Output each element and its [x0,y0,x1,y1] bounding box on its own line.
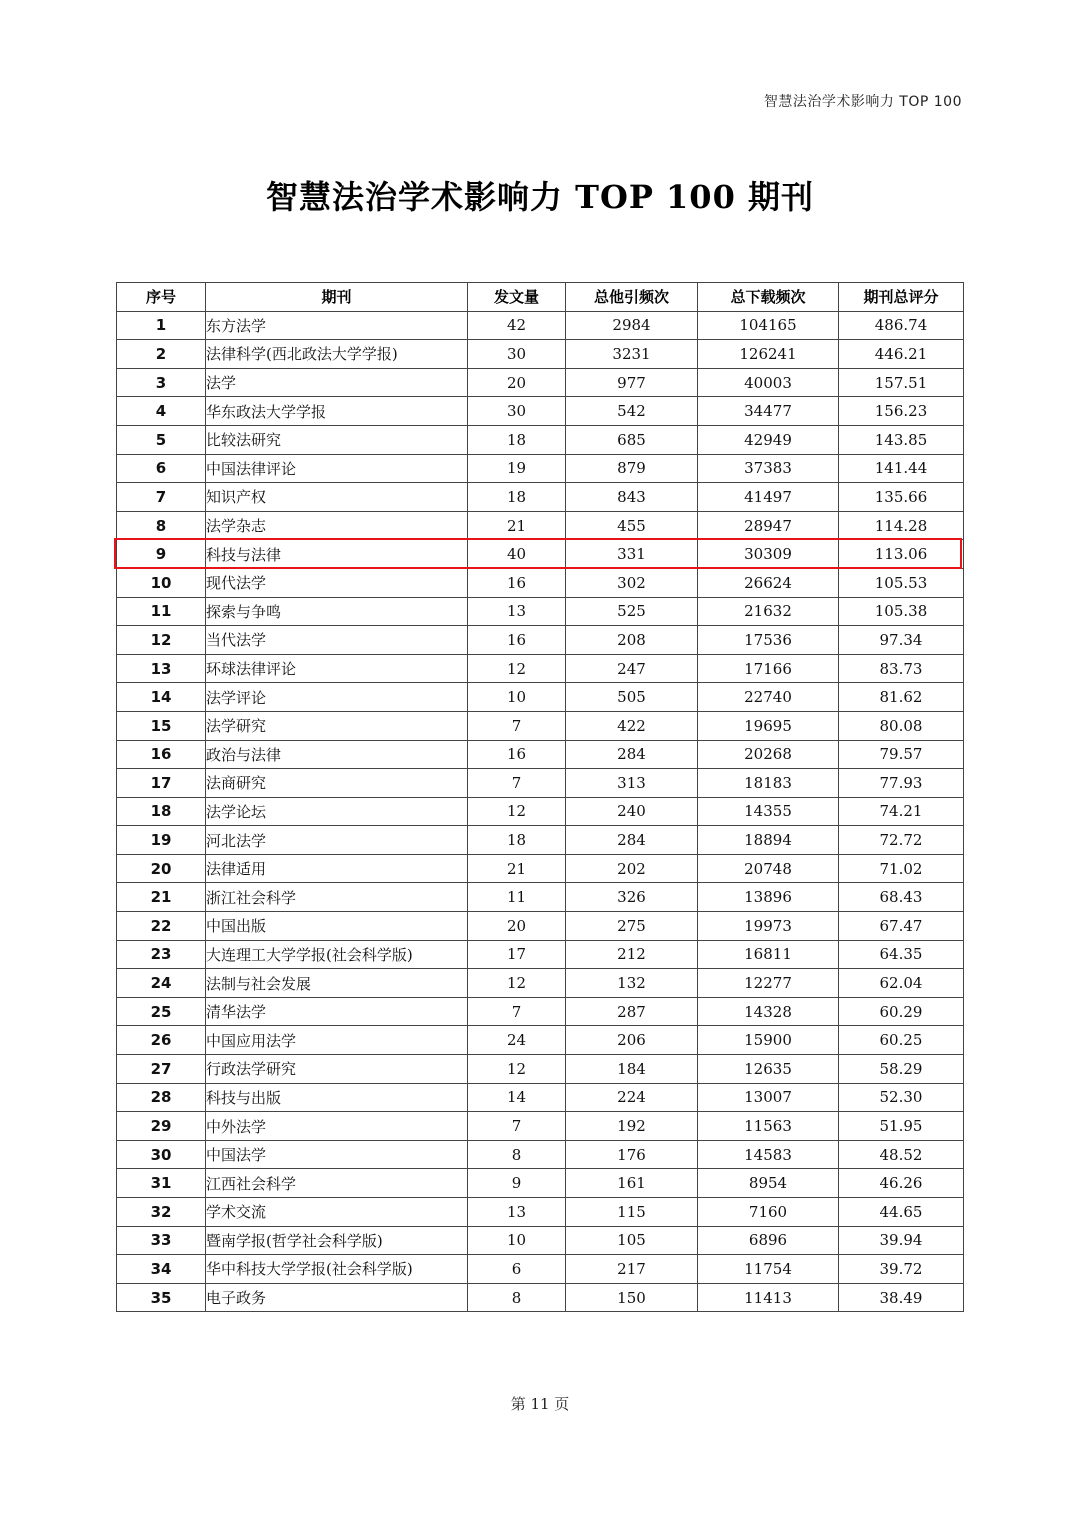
journal-name-cell: 中外法学 [206,1112,468,1141]
table-body [117,311,964,1312]
total-score-cell: 80.08 [839,711,964,740]
journal-name-cell: 法商研究 [206,769,468,798]
download-count-cell: 17536 [698,626,839,655]
table-row [117,1140,964,1169]
rank-cell: 30 [117,1140,206,1169]
total-score-cell: 72.72 [839,826,964,855]
rank-cell: 1 [117,311,206,340]
journal-name-cell: 法学评论 [206,683,468,712]
total-score-cell: 60.29 [839,997,964,1026]
rank-cell: 4 [117,397,206,426]
total-score-cell: 67.47 [839,912,964,941]
rank-cell: 14 [117,683,206,712]
journal-name-cell: 法学 [206,368,468,397]
download-count-cell: 37383 [698,454,839,483]
rank-cell: 16 [117,740,206,769]
citation-count-cell: 105 [566,1226,698,1255]
table-row [117,854,964,883]
article-count-cell: 18 [468,425,566,454]
download-count-cell: 20268 [698,740,839,769]
download-count-cell: 14355 [698,797,839,826]
download-count-cell: 41497 [698,483,839,512]
table-row [117,1083,964,1112]
download-count-cell: 11754 [698,1255,839,1284]
total-score-cell: 44.65 [839,1198,964,1227]
table-row [117,969,964,998]
article-count-cell: 24 [468,1026,566,1055]
table-row [117,826,964,855]
rank-cell: 10 [117,568,206,597]
table-row [117,340,964,369]
citation-count-cell: 161 [566,1169,698,1198]
article-count-cell: 7 [468,769,566,798]
journal-name-cell: 清华法学 [206,997,468,1026]
download-count-cell: 19695 [698,711,839,740]
citation-count-cell: 217 [566,1255,698,1284]
article-count-cell: 13 [468,1198,566,1227]
download-count-cell: 34477 [698,397,839,426]
citation-count-cell: 505 [566,683,698,712]
table-row [117,711,964,740]
download-count-cell: 12277 [698,969,839,998]
rank-cell: 20 [117,854,206,883]
table-header-row [117,283,964,312]
citation-count-cell: 542 [566,397,698,426]
column-header-citations: 总他引频次 [566,283,698,312]
journal-name-cell: 学术交流 [206,1198,468,1227]
download-count-cell: 26624 [698,568,839,597]
citation-count-cell: 224 [566,1083,698,1112]
journal-name-cell: 法律科学(西北政法大学学报) [206,340,468,369]
article-count-cell: 13 [468,597,566,626]
download-count-cell: 20748 [698,854,839,883]
table-row [117,311,964,340]
journal-name-cell: 浙江社会科学 [206,883,468,912]
download-count-cell: 104165 [698,311,839,340]
article-count-cell: 20 [468,912,566,941]
download-count-cell: 28947 [698,511,839,540]
download-count-cell: 14328 [698,997,839,1026]
article-count-cell: 16 [468,626,566,655]
table-row [117,511,964,540]
article-count-cell: 8 [468,1140,566,1169]
total-score-cell: 52.30 [839,1083,964,1112]
total-score-cell: 446.21 [839,340,964,369]
download-count-cell: 21632 [698,597,839,626]
article-count-cell: 12 [468,797,566,826]
journal-name-cell: 知识产权 [206,483,468,512]
rank-cell: 7 [117,483,206,512]
table-row [117,454,964,483]
table-row [117,368,964,397]
rank-cell: 15 [117,711,206,740]
article-count-cell: 21 [468,854,566,883]
citation-count-cell: 275 [566,912,698,941]
journal-name-cell: 法学论坛 [206,797,468,826]
total-score-cell: 156.23 [839,397,964,426]
table-row [117,597,964,626]
citation-count-cell: 206 [566,1026,698,1055]
article-count-cell: 10 [468,1226,566,1255]
rank-cell: 11 [117,597,206,626]
citation-count-cell: 240 [566,797,698,826]
rank-cell: 3 [117,368,206,397]
citation-count-cell: 326 [566,883,698,912]
table-row [117,940,964,969]
table-row [117,397,964,426]
total-score-cell: 486.74 [839,311,964,340]
total-score-cell: 113.06 [839,540,964,569]
rank-cell: 23 [117,940,206,969]
rank-cell: 9 [117,540,206,569]
table-row [117,1112,964,1141]
journal-name-cell: 电子政务 [206,1283,468,1312]
citation-count-cell: 2984 [566,311,698,340]
journal-name-cell: 比较法研究 [206,425,468,454]
citation-count-cell: 331 [566,540,698,569]
total-score-cell: 64.35 [839,940,964,969]
journal-name-cell: 法制与社会发展 [206,969,468,998]
total-score-cell: 143.85 [839,425,964,454]
journal-name-cell: 中国出版 [206,912,468,941]
total-score-cell: 68.43 [839,883,964,912]
download-count-cell: 18894 [698,826,839,855]
rank-cell: 29 [117,1112,206,1141]
table-row [117,1026,964,1055]
total-score-cell: 71.02 [839,854,964,883]
rank-cell: 5 [117,425,206,454]
download-count-cell: 15900 [698,1026,839,1055]
total-score-cell: 77.93 [839,769,964,798]
article-count-cell: 19 [468,454,566,483]
citation-count-cell: 422 [566,711,698,740]
journal-name-cell: 中国应用法学 [206,1026,468,1055]
article-count-cell: 18 [468,483,566,512]
citation-count-cell: 685 [566,425,698,454]
table-row [117,1283,964,1312]
total-score-cell: 83.73 [839,654,964,683]
download-count-cell: 7160 [698,1198,839,1227]
citation-count-cell: 284 [566,740,698,769]
citation-count-cell: 525 [566,597,698,626]
total-score-cell: 74.21 [839,797,964,826]
total-score-cell: 114.28 [839,511,964,540]
rank-cell: 34 [117,1255,206,1284]
total-score-cell: 135.66 [839,483,964,512]
article-count-cell: 18 [468,826,566,855]
rank-cell: 35 [117,1283,206,1312]
download-count-cell: 12635 [698,1055,839,1084]
table-row [117,1255,964,1284]
journal-name-cell: 江西社会科学 [206,1169,468,1198]
total-score-cell: 105.38 [839,597,964,626]
download-count-cell: 19973 [698,912,839,941]
download-count-cell: 13896 [698,883,839,912]
article-count-cell: 8 [468,1283,566,1312]
rank-cell: 6 [117,454,206,483]
journal-name-cell: 法学研究 [206,711,468,740]
total-score-cell: 39.72 [839,1255,964,1284]
article-count-cell: 6 [468,1255,566,1284]
rank-cell: 33 [117,1226,206,1255]
total-score-cell: 62.04 [839,969,964,998]
total-score-cell: 58.29 [839,1055,964,1084]
table-row [117,483,964,512]
table-row [117,425,964,454]
table-row [117,626,964,655]
journal-name-cell: 现代法学 [206,568,468,597]
article-count-cell: 40 [468,540,566,569]
download-count-cell: 11563 [698,1112,839,1141]
table-row [117,997,964,1026]
journal-name-cell: 政治与法律 [206,740,468,769]
article-count-cell: 14 [468,1083,566,1112]
total-score-cell: 60.25 [839,1026,964,1055]
citation-count-cell: 879 [566,454,698,483]
download-count-cell: 13007 [698,1083,839,1112]
journal-name-cell: 中国法学 [206,1140,468,1169]
rank-cell: 25 [117,997,206,1026]
column-header-rank: 序号 [117,283,206,312]
article-count-cell: 11 [468,883,566,912]
rank-cell: 17 [117,769,206,798]
table-row [117,797,964,826]
table-row [117,1055,964,1084]
rank-cell: 22 [117,912,206,941]
journal-name-cell: 科技与出版 [206,1083,468,1112]
journal-name-cell: 东方法学 [206,311,468,340]
article-count-cell: 12 [468,1055,566,1084]
article-count-cell: 16 [468,568,566,597]
article-count-cell: 30 [468,397,566,426]
table-row [117,883,964,912]
rank-cell: 13 [117,654,206,683]
total-score-cell: 48.52 [839,1140,964,1169]
total-score-cell: 105.53 [839,568,964,597]
citation-count-cell: 150 [566,1283,698,1312]
citation-count-cell: 212 [566,940,698,969]
rank-cell: 21 [117,883,206,912]
page-number: 第 11 页 [510,1395,570,1413]
article-count-cell: 7 [468,997,566,1026]
citation-count-cell: 184 [566,1055,698,1084]
table-row [117,769,964,798]
column-header-score: 期刊总评分 [839,283,964,312]
total-score-cell: 51.95 [839,1112,964,1141]
journal-name-cell: 探索与争鸣 [206,597,468,626]
download-count-cell: 126241 [698,340,839,369]
total-score-cell: 141.44 [839,454,964,483]
article-count-cell: 10 [468,683,566,712]
citation-count-cell: 247 [566,654,698,683]
rank-cell: 18 [117,797,206,826]
article-count-cell: 42 [468,311,566,340]
journal-name-cell: 暨南学报(哲学社会科学版) [206,1226,468,1255]
journal-name-cell: 华东政法大学学报 [206,397,468,426]
citation-count-cell: 287 [566,997,698,1026]
column-header-journal: 期刊 [206,283,468,312]
citation-count-cell: 192 [566,1112,698,1141]
article-count-cell: 9 [468,1169,566,1198]
download-count-cell: 22740 [698,683,839,712]
article-count-cell: 21 [468,511,566,540]
article-count-cell: 20 [468,368,566,397]
article-count-cell: 12 [468,654,566,683]
rank-cell: 2 [117,340,206,369]
citation-count-cell: 3231 [566,340,698,369]
article-count-cell: 17 [468,940,566,969]
citation-count-cell: 843 [566,483,698,512]
column-header-articles: 发文量 [468,283,566,312]
download-count-cell: 14583 [698,1140,839,1169]
rank-cell: 32 [117,1198,206,1227]
journal-name-cell: 法律适用 [206,854,468,883]
total-score-cell: 79.57 [839,740,964,769]
article-count-cell: 7 [468,1112,566,1141]
table-row [117,1169,964,1198]
download-count-cell: 16811 [698,940,839,969]
citation-count-cell: 202 [566,854,698,883]
running-header: 智慧法治学术影响力 TOP 100 [763,94,962,110]
rank-cell: 24 [117,969,206,998]
journal-name-cell: 法学杂志 [206,511,468,540]
citation-count-cell: 132 [566,969,698,998]
total-score-cell: 39.94 [839,1226,964,1255]
journal-name-cell: 当代法学 [206,626,468,655]
table-row [117,568,964,597]
article-count-cell: 7 [468,711,566,740]
article-count-cell: 16 [468,740,566,769]
download-count-cell: 40003 [698,368,839,397]
journal-name-cell: 环球法律评论 [206,654,468,683]
citation-count-cell: 115 [566,1198,698,1227]
citation-count-cell: 302 [566,568,698,597]
download-count-cell: 8954 [698,1169,839,1198]
citation-count-cell: 977 [566,368,698,397]
table-row [117,1198,964,1227]
rank-cell: 12 [117,626,206,655]
journal-name-cell: 中国法律评论 [206,454,468,483]
citation-count-cell: 284 [566,826,698,855]
total-score-cell: 38.49 [839,1283,964,1312]
download-count-cell: 11413 [698,1283,839,1312]
table-row [117,1226,964,1255]
column-header-downloads: 总下载频次 [698,283,839,312]
ranking-table [116,282,964,1312]
journal-name-cell: 大连理工大学学报(社会科学版) [206,940,468,969]
table-row [117,540,964,569]
table-row [117,912,964,941]
download-count-cell: 30309 [698,540,839,569]
article-count-cell: 12 [468,969,566,998]
journal-name-cell: 科技与法律 [206,540,468,569]
total-score-cell: 81.62 [839,683,964,712]
download-count-cell: 18183 [698,769,839,798]
rank-cell: 27 [117,1055,206,1084]
rank-cell: 31 [117,1169,206,1198]
download-count-cell: 42949 [698,425,839,454]
citation-count-cell: 208 [566,626,698,655]
article-count-cell: 30 [468,340,566,369]
rank-cell: 28 [117,1083,206,1112]
rank-cell: 26 [117,1026,206,1055]
rank-cell: 19 [117,826,206,855]
rank-cell: 8 [117,511,206,540]
citation-count-cell: 313 [566,769,698,798]
page-title: 智慧法治学术影响力 TOP 100 期刊 [266,178,814,216]
total-score-cell: 46.26 [839,1169,964,1198]
journal-name-cell: 河北法学 [206,826,468,855]
download-count-cell: 6896 [698,1226,839,1255]
table-row [117,654,964,683]
journal-name-cell: 行政法学研究 [206,1055,468,1084]
total-score-cell: 157.51 [839,368,964,397]
table-row [117,740,964,769]
download-count-cell: 17166 [698,654,839,683]
total-score-cell: 97.34 [839,626,964,655]
table-row [117,683,964,712]
citation-count-cell: 176 [566,1140,698,1169]
journal-name-cell: 华中科技大学学报(社会科学版) [206,1255,468,1284]
citation-count-cell: 455 [566,511,698,540]
